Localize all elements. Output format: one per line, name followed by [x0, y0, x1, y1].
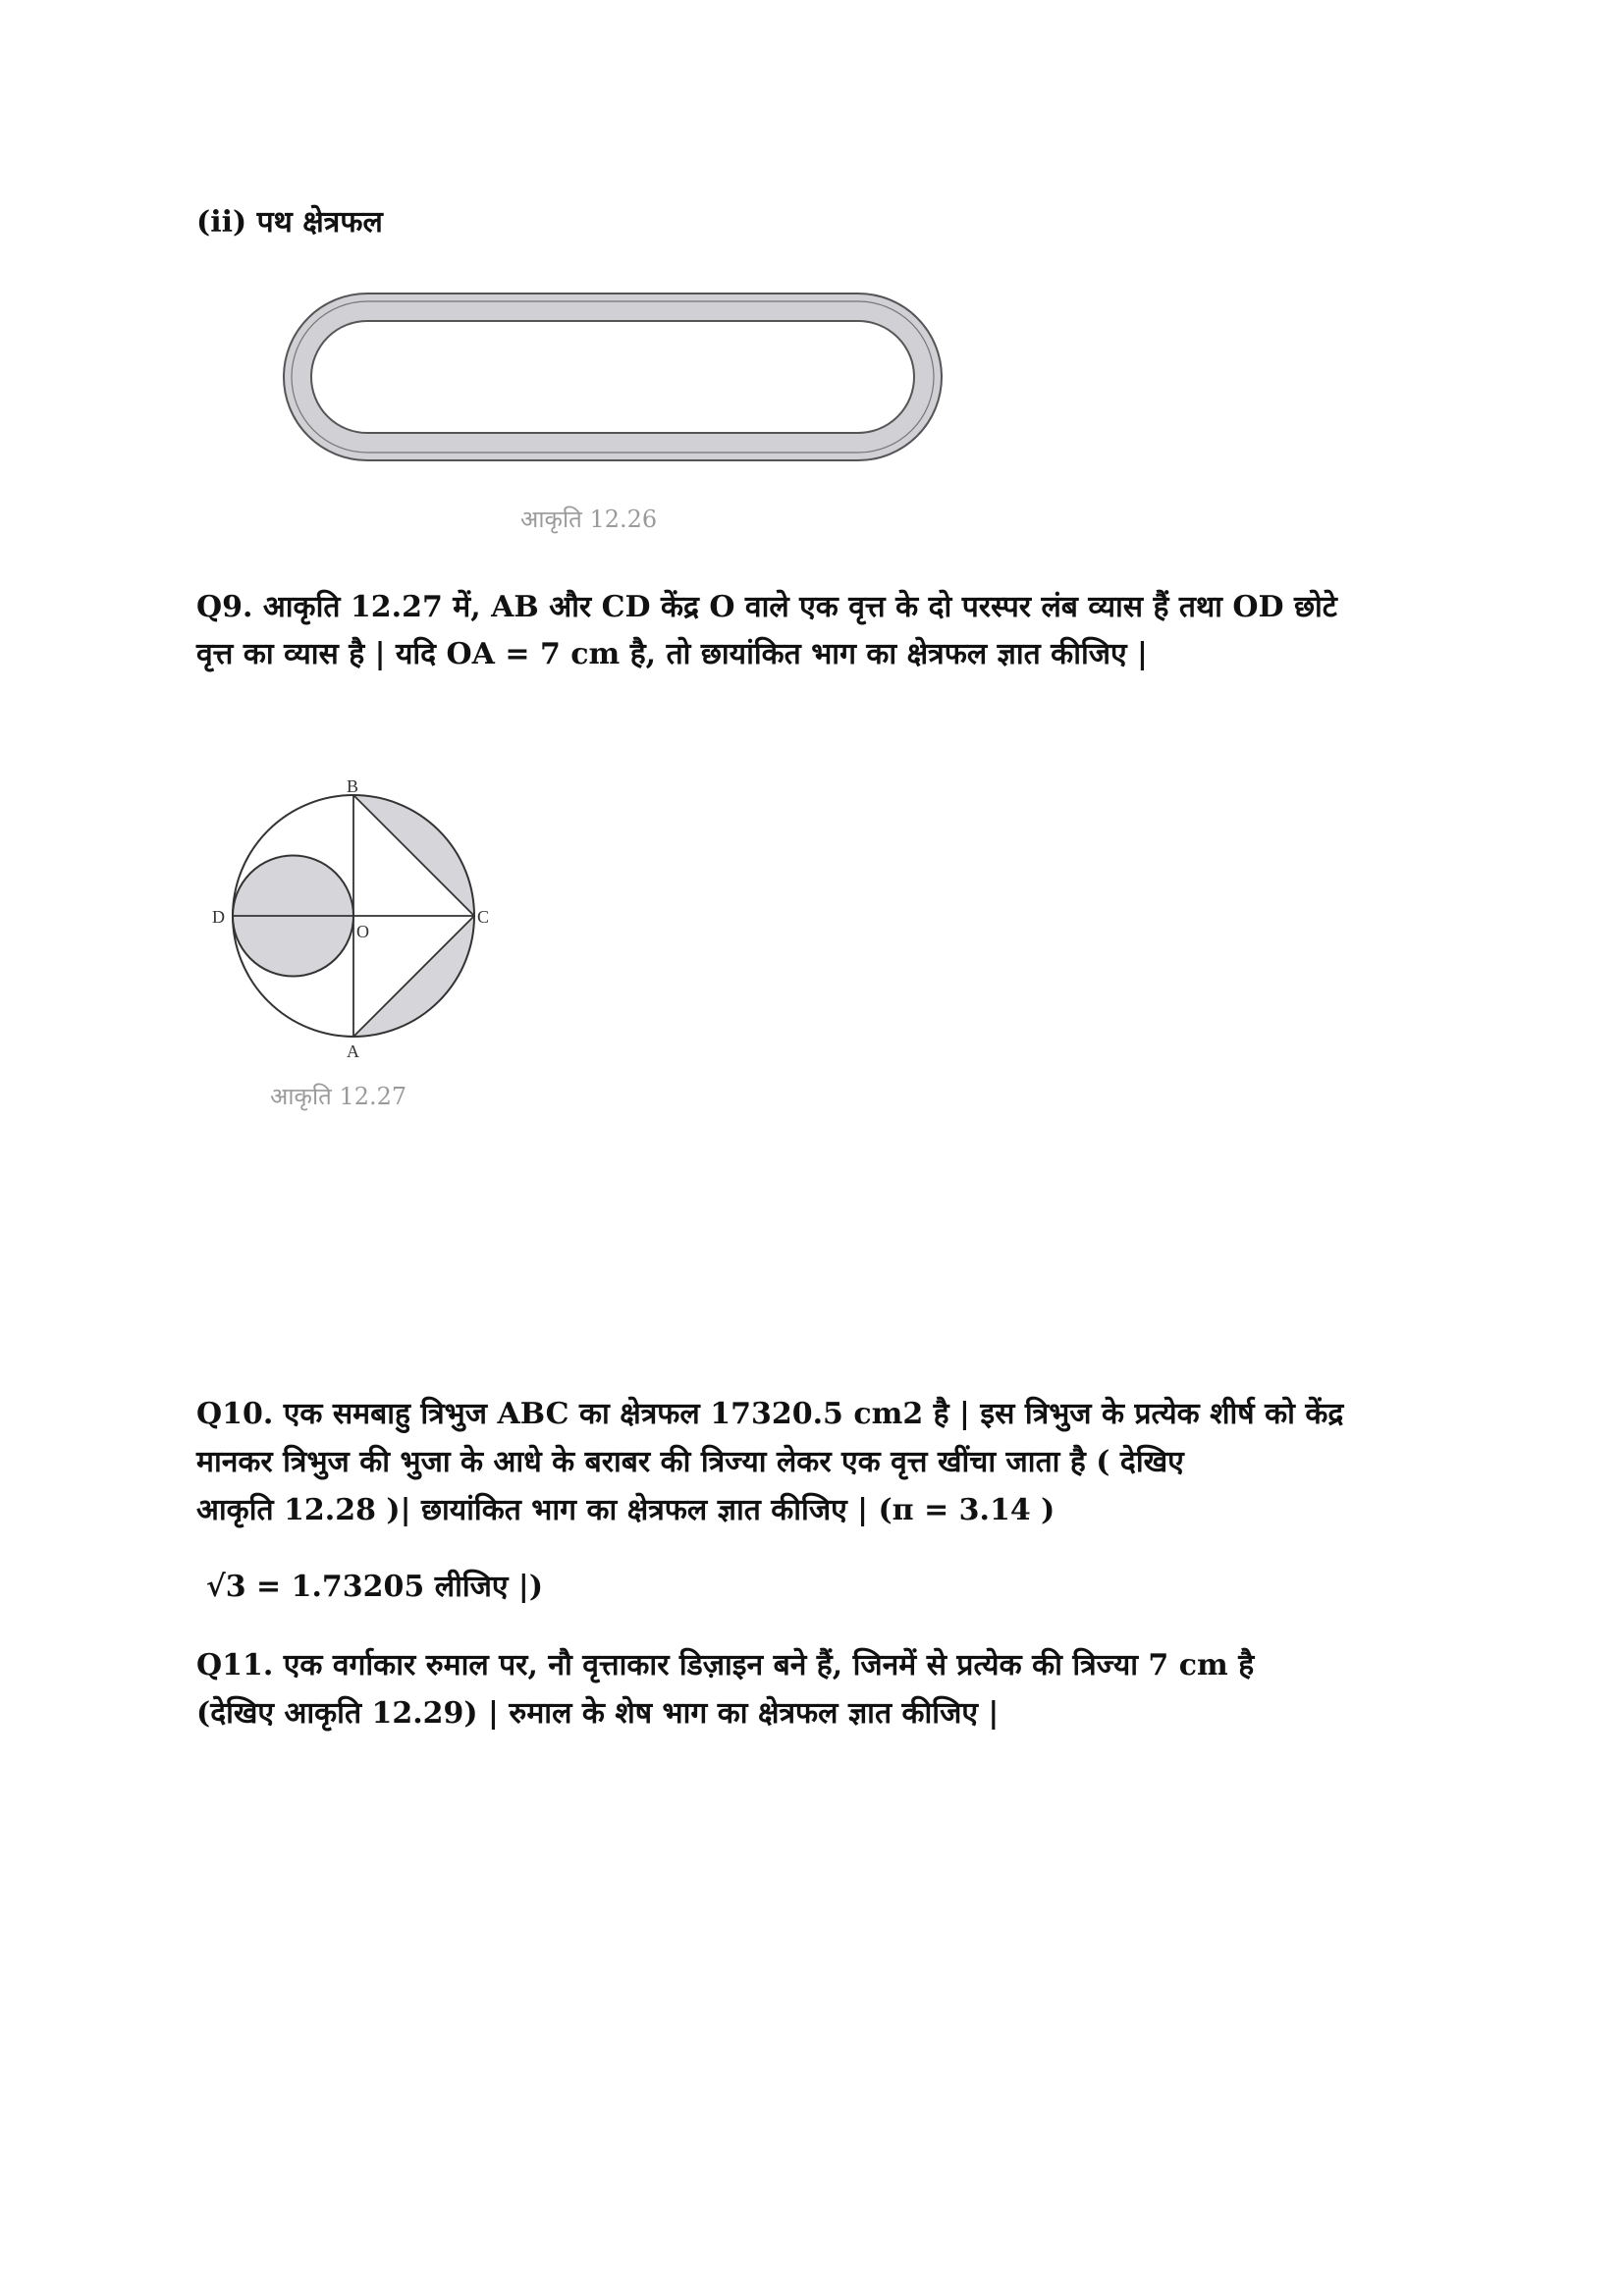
q11-line-2: (देखिए आकृति 12.29) | रुमाल के शेष भाग का क्षेत्रफल ज्ञात कीजिए | [196, 1696, 1000, 1731]
q10-line-4: √3 = 1.73205 लीजिए |) [206, 1570, 544, 1604]
q10-line-3: आकृति 12.28 )| छायांकित भाग का क्षेत्रफल ज्ञात कीजिए | (π = 3.14 ) [196, 1493, 1055, 1527]
point-label-c: C [477, 907, 490, 927]
q10-line-2: मानकर त्रिभुज की भुजा के आधे के बराबर की त्रिज्या लेकर एक वृत्त खींचा जाता है ( देखिए [196, 1445, 1184, 1479]
point-label-a: A [347, 1041, 359, 1061]
running-track-diagram [279, 289, 947, 465]
figure-12-27-caption: आकृति 12.27 [270, 1083, 407, 1110]
figure-12-26 [279, 289, 947, 465]
part-ii-label: (ii) पथ क्षेत्रफल [196, 205, 383, 240]
point-label-b: B [347, 780, 359, 796]
figure-12-27 [196, 780, 511, 1075]
point-label-o: O [356, 922, 369, 941]
figure-12-26-caption: आकृति 12.26 [520, 506, 658, 533]
q10-line-1: Q10. एक समबाहु त्रिभुज ABC का क्षेत्रफल 17320.5 cm2 है | इस त्रिभुज के प्रत्येक शीर्ष को केंद्र [196, 1397, 1344, 1431]
q9-line-2: वृत्त का व्यास है | यदि OA = 7 cm है, तो छायांकित भाग का क्षेत्रफल ज्ञात कीजिए | [196, 637, 1148, 671]
point-label-d: D [212, 907, 225, 927]
circle-diagram [196, 780, 511, 1075]
track-inner-boundary [311, 321, 914, 433]
q9-line-1: Q9. आकृति 12.27 में, AB और CD केंद्र O वाले एक वृत्त के दो परस्पर लंब व्यास हैं तथा OD छोटे [196, 590, 1337, 624]
q11-line-1: Q11. एक वर्गाकार रुमाल पर, नौ वृत्ताकार डिज़ाइन बने हैं, जिनमें से प्रत्येक की त्रिज्या 7 cm है [196, 1648, 1255, 1682]
